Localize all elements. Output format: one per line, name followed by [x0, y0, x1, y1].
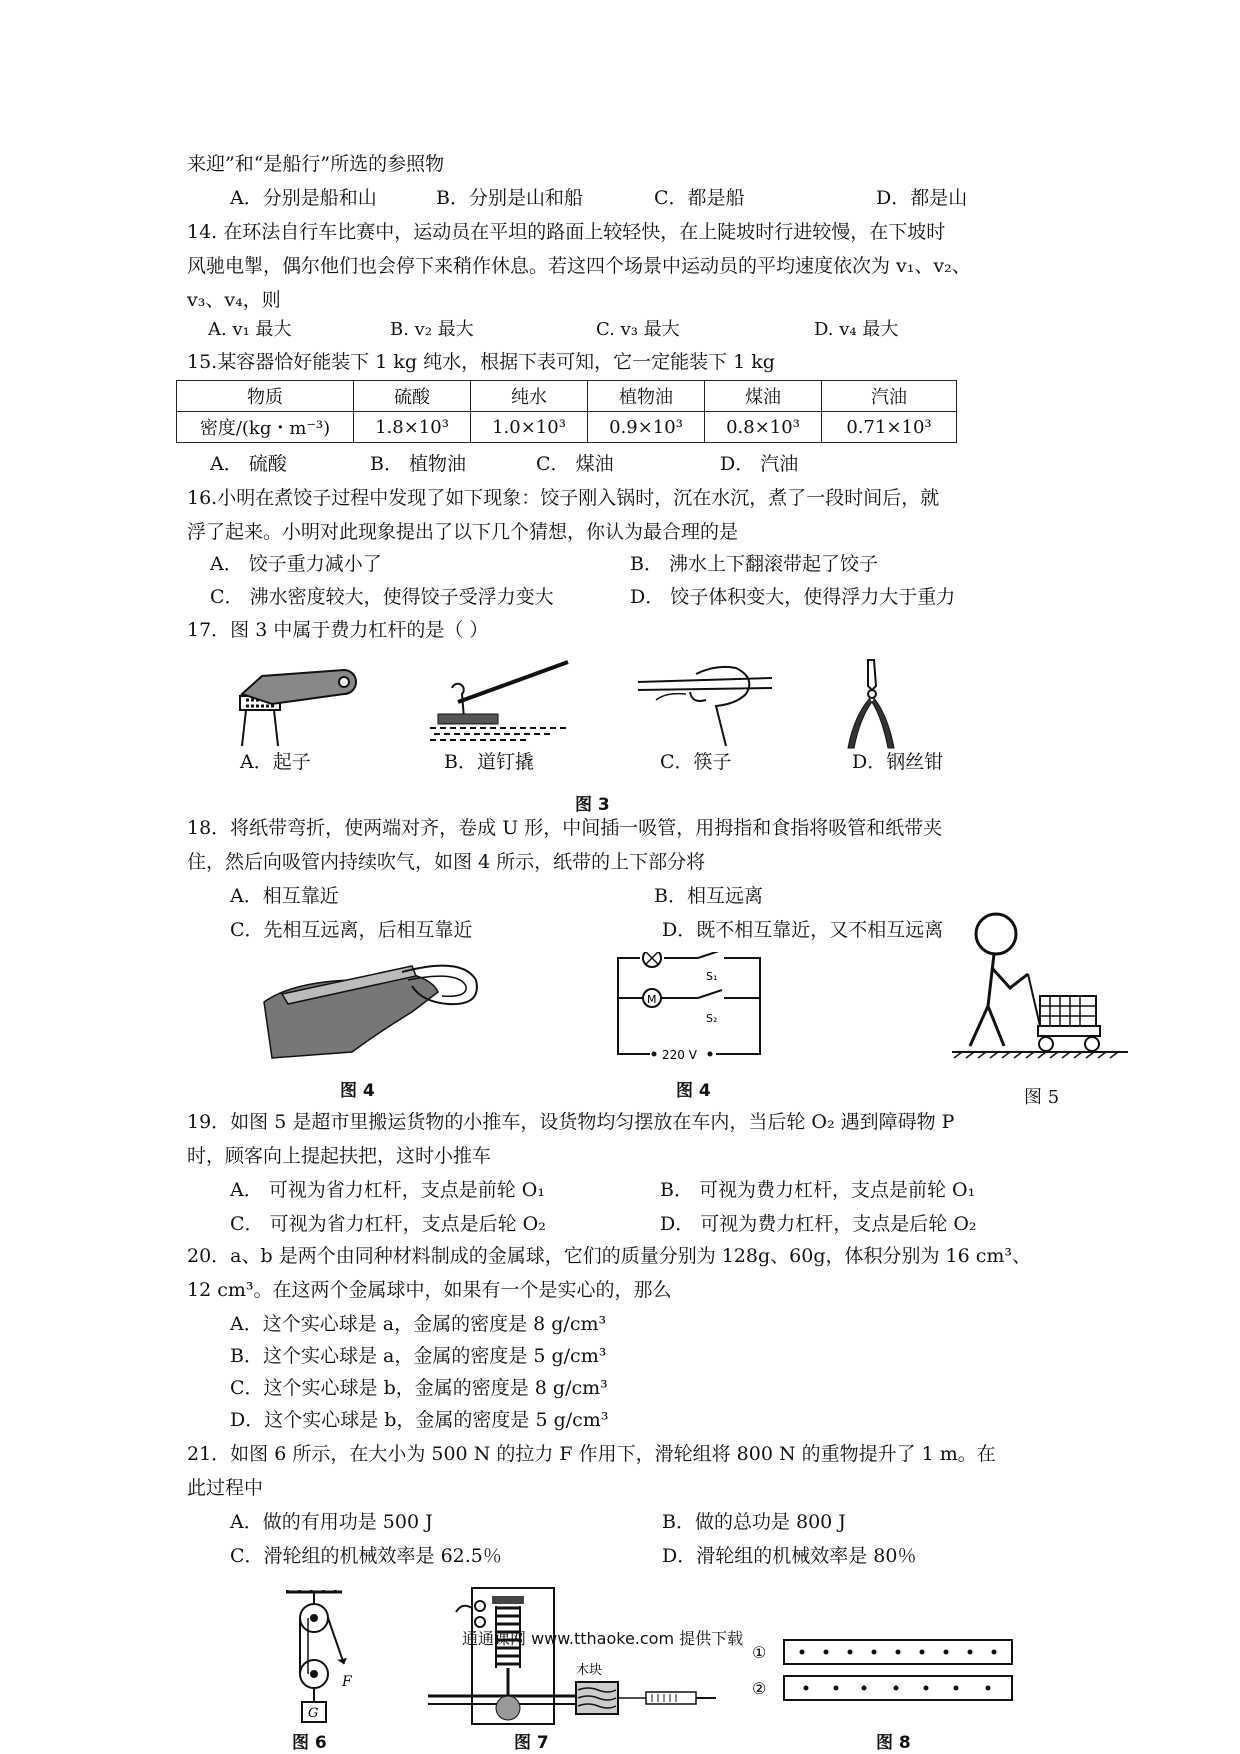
q18-stem-1: 18．将纸带弯折，使两端对齐，卷成 U 形，中间插一吸管，用拇指和食指将吸管和纸带夹: [187, 817, 943, 839]
q20-option-d: D．这个实心球是 b，金属的密度是 5 g/cm³: [230, 1409, 609, 1431]
q17-option-c: C．筷子: [660, 751, 732, 773]
figure-4b-caption: 图 4: [676, 1081, 711, 1101]
table-row: [177, 381, 957, 412]
q21-stem-2: 此过程中: [187, 1477, 264, 1499]
q21-option-b: B．做的总功是 800 J: [662, 1511, 846, 1533]
q15-option-d: D． 汽油: [720, 453, 799, 475]
motor-label: M: [647, 993, 657, 1006]
q20-stem-2: 12 cm³。在这两个金属球中，如果有一个是实心的，那么: [187, 1279, 672, 1301]
table-header-cell: 物质: [177, 381, 354, 412]
q14-stem-2: 风驰电掣，偶尔他们也会停下来稍作休息。若这四个场景中运动员的平均速度依次为 v₁、v₂、: [187, 255, 971, 277]
q18-stem-2: 住，然后向吸管内持续吹气，如图 4 所示，纸带的上下部分将: [187, 851, 706, 873]
figure-4a-caption: 图 4: [340, 1081, 375, 1101]
density-table: [176, 380, 957, 443]
q13-option-a: A．分别是船和山: [230, 187, 377, 209]
table-cell: 0.9×10³: [588, 412, 705, 443]
q19-option-b: B． 可视为费力杠杆，支点是前轮 O₁: [660, 1179, 976, 1201]
switch-s1-label: S₁: [706, 970, 718, 983]
bottle-opener-figure: [232, 660, 364, 750]
q21-option-d: D．滑轮组的机械效率是 80％: [662, 1545, 917, 1567]
q14-option-b: B. v₂ 最大: [390, 319, 474, 340]
table-header-cell: 煤油: [705, 381, 822, 412]
q14-stem-3: v₃、v₄，则: [187, 289, 281, 311]
spike-puller-figure: [428, 658, 576, 748]
q15-option-a: A． 硫酸: [210, 453, 287, 475]
tape-2-label: ②: [752, 1679, 767, 1698]
q19-option-c: C． 可视为省力杠杆，支点是后轮 O₂: [230, 1213, 546, 1235]
q19-option-a: A． 可视为省力杠杆，支点是前轮 O₁: [230, 1179, 545, 1201]
table-row: [177, 412, 957, 443]
q13-option-d: D．都是山: [876, 187, 968, 209]
table-cell: 1.8×10³: [354, 412, 471, 443]
dotted-tape-figure: [750, 1636, 1020, 1706]
table-cell: 0.8×10³: [705, 412, 822, 443]
paper-strip-hand-figure: [262, 952, 488, 1062]
q16-option-a: A． 饺子重力减小了: [210, 553, 382, 575]
force-label: F: [342, 1674, 352, 1690]
tape-1-label: ①: [752, 1643, 767, 1662]
q15-option-b: B． 植物油: [370, 453, 467, 475]
figure-6-caption: 图 6: [292, 1733, 327, 1753]
q20-option-a: A．这个实心球是 a，金属的密度是 8 g/cm³: [230, 1313, 607, 1335]
weight-label: G: [308, 1706, 319, 1721]
pulley-system-figure: [280, 1590, 370, 1726]
q20-option-b: B．这个实心球是 a，金属的密度是 5 g/cm³: [230, 1345, 607, 1367]
shopping-cart-figure: [950, 908, 1130, 1068]
q21-option-c: C．滑轮组的机械效率是 62.5％: [230, 1545, 502, 1567]
q18-option-d: D．既不相互靠近，又不相互远离: [662, 919, 944, 941]
q14-option-d: D. v₄ 最大: [814, 319, 899, 340]
friction-apparatus-figure: [426, 1586, 726, 1726]
table-header-cell: 植物油: [588, 381, 705, 412]
figure-3-caption: 图 3: [575, 795, 610, 815]
q20-stem-1: 20．a、b 是两个由同种材料制成的金属球，它们的质量分别为 128g、60g，体积分别为 16 cm³、: [187, 1245, 1032, 1267]
table-cell: 0.71×10³: [822, 412, 957, 443]
q17-option-b: B．道钉撬: [444, 751, 534, 773]
lamp-icon: [643, 952, 661, 967]
q17-option-a: A．起子: [240, 751, 311, 773]
q19-option-d: D． 可视为费力杠杆，支点是后轮 O₂: [660, 1213, 977, 1235]
circuit-diagram-figure: [610, 952, 770, 1066]
q20-option-c: C．这个实心球是 b，金属的密度是 8 g/cm³: [230, 1377, 608, 1399]
voltage-label: 220 V: [662, 1048, 697, 1062]
figure-8-caption: 图 8: [876, 1733, 911, 1753]
q17-option-d: D．钢丝钳: [852, 751, 944, 773]
q16-option-b: B． 沸水上下翻滚带起了饺子: [630, 553, 879, 575]
wooden-block-label: 木块: [576, 1663, 603, 1678]
figure-7-caption: 图 7: [514, 1733, 549, 1753]
table-cell: 密度/(kg・m⁻³): [177, 412, 354, 443]
q21-option-a: A．做的有用功是 500 J: [230, 1511, 433, 1533]
wire-pliers-figure: [840, 656, 900, 752]
q13-option-c: C．都是船: [654, 187, 745, 209]
q14-option-c: C. v₃ 最大: [596, 319, 680, 340]
table-header-cell: 汽油: [822, 381, 957, 412]
q18-option-c: C．先相互远离，后相互靠近: [230, 919, 473, 941]
table-header-cell: 纯水: [471, 381, 588, 412]
chopsticks-figure: [636, 660, 776, 750]
table-header-cell: 硫酸: [354, 381, 471, 412]
figure-5-caption: 图 5: [1024, 1087, 1060, 1108]
footer-watermark: 通通课网 www.tthaoke.com 提供下载: [462, 1629, 744, 1648]
q16-stem-1: 16.小明在煮饺子过程中发现了如下现象：饺子刚入锅时，沉在水沉，煮了一段时间后，就: [187, 487, 940, 509]
q17-stem: 17．图 3 中属于费力杠杆的是（ ）: [187, 619, 489, 641]
q15-option-c: C． 煤油: [536, 453, 614, 475]
q14-option-a: A. v₁ 最大: [208, 319, 292, 340]
q13-option-b: B．分别是山和船: [436, 187, 583, 209]
q16-stem-2: 浮了起来。小明对此现象提出了以下几个猜想，你认为最合理的是: [187, 521, 739, 543]
q21-stem-1: 21．如图 6 所示，在大小为 500 N 的拉力 F 作用下，滑轮组将 800 N 的重物提升了 1 m。在: [187, 1443, 996, 1465]
q18-option-a: A．相互靠近: [230, 885, 339, 907]
q14-stem-1: 14. 在环法自行车比赛中，运动员在平坦的路面上较轻快，在上陡坡时行进较慢，在下坡时: [187, 221, 946, 243]
q18-option-b: B．相互远离: [654, 885, 763, 907]
q16-option-c: C． 沸水密度较大，使得饺子受浮力变大: [210, 586, 554, 608]
q16-option-d: D． 饺子体积变大，使得浮力大于重力: [630, 586, 956, 608]
q15-stem: 15.某容器恰好能装下 1 kg 纯水，根据下表可知，它一定能装下 1 kg: [187, 351, 775, 373]
q19-stem-1: 19．如图 5 是超市里搬运货物的小推车，设货物均匀摆放在车内，当后轮 O₂ 遇到障碍物 P: [187, 1111, 955, 1133]
q19-stem-2: 时，顾客向上提起扶把，这时小推车: [187, 1145, 492, 1167]
q13-stem-tail: 来迎”和“是船行”所选的参照物: [187, 153, 445, 175]
table-cell: 1.0×10³: [471, 412, 588, 443]
switch-s2-label: S₂: [706, 1012, 718, 1025]
